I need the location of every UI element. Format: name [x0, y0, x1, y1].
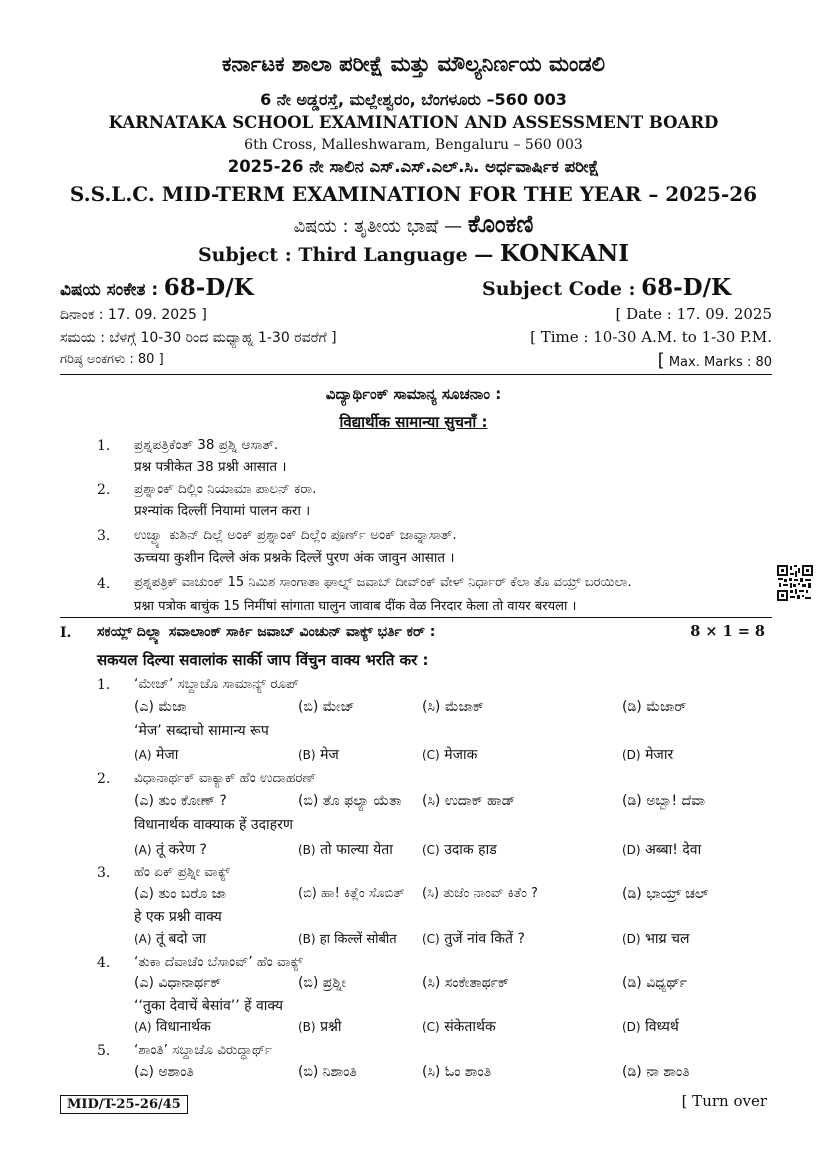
option-label: (ಎ): [134, 1064, 154, 1080]
board-address-kannada: 6 ನೇ ಅಡ್ಡರಸ್ತೆ, ಮಲ್ಲೇಶ್ವರಂ, ಬೆಂಗಳೂರು –560 003: [260, 90, 567, 109]
option-label: (ಎ): [134, 886, 154, 902]
option-d-devanagari[interactable]: [622, 840, 701, 859]
option-text: मेजाक: [444, 747, 478, 763]
subject-code-english: [482, 274, 731, 301]
option-text: मेजार: [645, 747, 674, 763]
option-text: ಮೆಜಾರ್: [646, 699, 687, 715]
question-number: 3.: [97, 865, 111, 881]
option-a-devanagari[interactable]: [134, 745, 178, 764]
date-english: [ Date : 17. 09. 2025: [615, 305, 772, 323]
question-number: 1.: [97, 677, 111, 693]
question-number: 4.: [97, 955, 111, 971]
option-text: ವಿಧ್ಯರ್ಥ್: [646, 975, 688, 991]
instruction-text-devanagari: प्रश्ना पत्रोक बाचुंक 15 निमींषां सांगाता घालुन जावाब दींक वेळ निरदार केला तो वायर बरयला ।: [134, 599, 577, 614]
option-label: (ಸಿ): [422, 886, 440, 901]
option-text: ಮೇಜ್: [322, 699, 355, 715]
subject-code-kannada-label: ವಿಷಯ ಸಂಕೇತ :: [60, 280, 159, 300]
option-c-devanagari[interactable]: [422, 840, 497, 859]
option-label: (ಡಿ): [622, 975, 642, 991]
option-b-devanagari[interactable]: [298, 840, 393, 859]
option-a-devanagari[interactable]: [134, 1017, 211, 1036]
option-label: (ಬಿ): [298, 699, 319, 715]
option-text: ಅಬ್ಬಾ! ದೆವಾ: [646, 793, 706, 809]
instruction-text-devanagari: ऊच्चया कुशीन दिल्ले अंक प्रश्नके दिल्लें पुरण अंक जावुन आसात ।: [134, 550, 455, 566]
question-text-kannada: ವಿಧಾನಾರ್ಥಕ್ ವಾಕ್ಯಾಕ್ ಹೆಂ ಉದಾಹರಣ್: [134, 770, 317, 786]
option-text: विधानार्थक: [156, 1019, 211, 1035]
option-d-kannada[interactable]: [622, 793, 705, 809]
option-text: प्रश्नी: [320, 1019, 342, 1035]
option-d-kannada[interactable]: [622, 699, 686, 715]
option-label: (ಬಿ): [298, 886, 317, 901]
option-c-kannada[interactable]: [422, 1064, 491, 1080]
option-label: (ಬಿ): [298, 793, 319, 809]
option-text: मेजा: [156, 747, 179, 763]
question-text-devanagari: ‘‘तुका देवाचें बेसांव’’ हें वाक्य: [134, 998, 284, 1014]
option-text: उदाक हाड: [444, 842, 497, 858]
option-b-devanagari[interactable]: [298, 929, 397, 947]
option-label: (ಎ): [134, 793, 154, 809]
option-label: (C): [422, 1020, 440, 1034]
section-marks: 8 × 1 = 8: [690, 623, 765, 640]
option-label: (ಎ): [134, 975, 154, 991]
instruction-text-kannada: ಪ್ರಶ್ನಾಂಕ್ ದಿಲ್ಲಿಂ ನಿಯಾಮಾ ಪಾಲನ್ ಕರಾ.: [134, 481, 317, 497]
option-text: संकेतार्थक: [444, 1019, 496, 1035]
option-text: हा किल्लें सोबीत: [319, 932, 397, 947]
option-text: तूं करेण ?: [156, 842, 207, 858]
option-c-kannada[interactable]: [422, 699, 484, 715]
option-text: ಅಶಾಂತಿ: [158, 1064, 194, 1080]
option-b-kannada[interactable]: [298, 886, 404, 901]
paper-code: MID/T-25-26/45: [60, 1095, 188, 1114]
board-name-kannada: ಕರ್ನಾಟಕ ಶಾಲಾ ಪರೀಕ್ಷೆ ಮತ್ತು ಮೌಲ್ಯನಿರ್ಣಯ ಮಂಡಲಿ: [221, 52, 606, 76]
subject-english: [0, 240, 827, 267]
question-text-kannada: ‘ಶಾಂತಿ’ ಸಬ್ದಾಚೊ ವಿರುದ್ಧಾರ್ಥ್: [134, 1042, 273, 1058]
option-text: तुजें नांव कितें ?: [444, 931, 525, 947]
option-label: (A): [134, 932, 152, 946]
instruction-number: 4.: [97, 576, 111, 592]
option-label: (D): [622, 748, 641, 762]
option-label: (ಸಿ): [422, 1064, 441, 1080]
question-text-devanagari: हे एक प्रश्नी वाक्य: [134, 909, 222, 925]
max-marks-kannada: ಗರಿಷ್ಠ ಅಂಕಗಳು : 80 ]: [60, 352, 164, 367]
option-d-kannada[interactable]: [622, 886, 708, 902]
option-text: ನಿಶಾಂತಿ: [322, 1064, 357, 1080]
option-label: (B): [298, 748, 316, 762]
option-d-kannada[interactable]: [622, 1064, 690, 1080]
subject-code-kannada: [60, 274, 254, 301]
option-label: (ಬಿ): [298, 1064, 319, 1080]
option-c-kannada[interactable]: [422, 886, 538, 901]
option-c-devanagari[interactable]: [422, 1017, 496, 1036]
board-name-english: KARNATAKA SCHOOL EXAMINATION AND ASSESSMENT BOARD: [108, 113, 719, 132]
subject-kannada-label: ವಿಷಯ : ತೃತೀಯ ಭಾಷೆ —: [293, 216, 463, 237]
subject-code-english-label: Subject Code :: [482, 278, 636, 300]
option-c-kannada[interactable]: [422, 975, 509, 991]
section-heading-devanagari: सकयल दिल्या सवालांक सार्की जाप विंचुन वाक्य भरति कर :: [97, 651, 429, 669]
option-text: ತುಂ ಕೋಣ್ ?: [158, 793, 227, 809]
option-a-kannada[interactable]: [134, 975, 221, 991]
option-label: (C): [422, 843, 440, 857]
instruction-text-devanagari: प्रश्न पत्रीकेत 38 प्रश्नी आसात ।: [134, 459, 287, 475]
instruction-number: 3.: [97, 528, 111, 544]
option-a-devanagari[interactable]: [134, 840, 207, 859]
time-english: [ Time : 10-30 A.M. to 1-30 P.M.: [530, 328, 772, 346]
option-b-kannada[interactable]: [298, 699, 355, 715]
exam-title-kannada: 2025-26 ನೇ ಸಾಲಿನ ಎಸ್.ಎಸ್.ಎಲ್.ಸಿ. ಅರ್ಧವಾರ್ಷಿಕ ಪರೀಕ್ಷೆ: [227, 157, 600, 176]
max-marks-english: [658, 350, 772, 371]
option-text: ಓಂ ಶಾಂತಿ: [444, 1064, 492, 1080]
option-d-devanagari[interactable]: [622, 1017, 679, 1036]
option-label: (A): [134, 843, 152, 857]
option-label: (C): [422, 932, 440, 946]
option-label: (ಡಿ): [622, 886, 642, 902]
question-text-kannada: ಹೆಂ ಏಕ್ ಪ್ರಶ್ನೀ ವಾಕ್ಯ್: [134, 864, 231, 880]
option-text: ಉದಾಕ್ ಹಾಡ್: [444, 793, 516, 809]
subject-english-label: Subject : Third Language —: [197, 244, 494, 266]
option-label: (ಬಿ): [298, 975, 319, 991]
option-text: ಭಾಯ್ರ್ ಚಲ್: [646, 886, 709, 902]
question-text-devanagari: ‘मेज’ सब्दाचो सामान्य रूप: [134, 723, 269, 739]
option-a-kannada[interactable]: [134, 1064, 194, 1080]
option-label: (B): [298, 1020, 316, 1034]
option-text: ನಾ ಶಾಂತಿ: [646, 1064, 690, 1080]
date-kannada: ದಿನಾಂಕ : 17. 09. 2025 ]: [60, 307, 207, 323]
instruction-number: 1.: [97, 438, 111, 454]
option-text: ಮೆಜಾಕ್: [444, 699, 484, 715]
option-d-devanagari[interactable]: [622, 745, 673, 764]
option-text: ಸಂಕೇತಾರ್ಥಕ್: [444, 975, 509, 991]
option-label: (A): [134, 1020, 152, 1034]
question-text-kannada: ‘ಮೇಜ್’ ಸಬ್ದಾಚೊ ಸಾಮಾನ್ಯ್ ರೂಪ್: [134, 676, 299, 692]
option-label: (C): [422, 748, 440, 762]
option-text: ಮೆಜಾ: [158, 699, 187, 715]
instructions-title-devanagari: विद्यार्थीक सामान्या सुचनाँ :: [339, 413, 488, 431]
qr-code-icon: [776, 564, 814, 602]
instruction-text-kannada: ಉಜ್ವ್ಯಾ ಕುಶಿನ್ ದಿಲ್ಲೆ ಅಂಕ್ ಪ್ರಶ್ನಾಂಕ್ ದಿಲ್ಲೆಂ ಪೂರ್ಣ್ ಅಂಕ್ ಜಾವ್ನಾಸಾತ್.: [134, 527, 457, 543]
option-label: (ಎ): [134, 699, 154, 715]
option-label: (D): [622, 843, 641, 857]
time-kannada: ಸಮಯ : ಬೆಳಗ್ಗೆ 10-30 ರಿಂದ ಮಧ್ಯಾಹ್ನ 1-30 ರವರೆಗೆ ]: [60, 330, 337, 346]
instruction-text-kannada: ಪ್ರಶ್ನಪತ್ರಿಕ್ ವಾಚುಂಕ್ 15 ನಿಮಿಶ ಸಾಂಗಾತಾ ಘಾಲ್ನ್ ಜವಾಬ್ ದೀವ್ಂಕ್ ವೇಳ್ ನಿರ್ಧಾರ್ ಕೆಲಾ ತೊ ವಯ್ರ್ ಬರಯಿಲಾ.: [134, 575, 632, 590]
section-number: I.: [60, 625, 72, 641]
option-label: (B): [298, 843, 316, 857]
option-text: तो फाल्या येता: [320, 842, 393, 858]
question-number: 2.: [97, 771, 111, 787]
option-b-kannada[interactable]: [298, 975, 346, 991]
option-label: (ಸಿ): [422, 793, 441, 809]
instructions-divider: [60, 617, 772, 618]
option-text: तूं बदो जा: [156, 931, 206, 947]
turn-over: [ Turn over: [681, 1092, 767, 1110]
subject-code-english-value: 68-D/K: [641, 274, 732, 301]
option-text: अब्बा! देवा: [645, 842, 702, 858]
instructions-title-kannada: ವಿದ್ಯಾರ್ಥಿಂಕ್ ಸಾಮಾನ್ಯ ಸೂಚನಾಂ :: [325, 385, 502, 403]
exam-title-english: S.S.L.C. MID-TERM EXAMINATION FOR THE YEAR – 2025-26: [69, 182, 758, 206]
section-heading-kannada: ಸಕಯ್ಲ್ ದಿಲ್ಲ್ಯಾ ಸವಾಲಾಂಕ್ ಸಾರ್ಕಿ ಜವಾಬ್ ವಿಂಚುನ್ ವಾಕ್ಯ್ ಭರ್ತಿ ಕರ್ :: [97, 624, 436, 640]
option-a-kannada[interactable]: [134, 793, 227, 809]
option-b-devanagari[interactable]: [298, 1017, 342, 1036]
option-d-kannada[interactable]: [622, 975, 687, 991]
option-a-kannada[interactable]: [134, 699, 187, 715]
option-label: (ಡಿ): [622, 1064, 642, 1080]
option-b-kannada[interactable]: [298, 1064, 357, 1080]
question-text-kannada: ‘ತುಕಾ ದೆವಾಚೆಂ ಬೆಸಾಂವ್’ ಹೆಂ ವಾಕ್ಯ್: [134, 954, 303, 970]
subject-english-value: KONKANI: [499, 240, 630, 267]
option-c-devanagari[interactable]: [422, 929, 525, 948]
option-label: (ಸಿ): [422, 699, 441, 715]
option-a-devanagari[interactable]: [134, 929, 206, 948]
option-text: ತುಂ ಬರೊ ಜಾ: [158, 886, 227, 902]
option-label: (A): [134, 748, 152, 762]
instruction-text-kannada: ಪ್ರಶ್ನಪತ್ರಿಕೆಂತ್ 38 ಪ್ರಶ್ನಿ ಆಸಾತ್.: [134, 437, 279, 453]
option-text: ತೊ ಫಲ್ಯಾ ಯೆತಾ: [322, 793, 402, 809]
instruction-number: 2.: [97, 482, 111, 498]
option-label: (D): [622, 1020, 641, 1034]
option-b-kannada[interactable]: [298, 793, 401, 809]
option-b-devanagari[interactable]: [298, 745, 339, 764]
option-text: ಹಾ! ಕಿತ್ಲೆಂ ಸೊಬಿತ್: [321, 886, 405, 901]
option-label: (D): [622, 932, 641, 946]
question-number: 5.: [97, 1043, 111, 1059]
header-divider: [60, 374, 772, 375]
option-text: मेज: [320, 747, 339, 763]
subject-code-kannada-value: 68-D/K: [163, 274, 254, 301]
option-text: ವಿಧಾನಾರ್ಥಕ್: [158, 975, 222, 991]
max-marks-english-text: Max. Marks : 80: [668, 355, 772, 370]
max-marks-bracket: [: [657, 350, 665, 371]
option-text: ಪ್ರಶ್ನೀ: [322, 975, 346, 991]
option-text: भाय्र चल: [645, 931, 690, 947]
option-label: (ಡಿ): [622, 793, 642, 809]
option-text: ತುಜೆಂ ನಾಂವ್ ಕಿತೆಂ ?: [443, 886, 538, 901]
question-text-devanagari: विधानार्थक वाक्याक हें उदाहरण: [134, 817, 293, 833]
option-label: (ಡಿ): [622, 699, 642, 715]
option-d-devanagari[interactable]: [622, 929, 689, 948]
subject-kannada: [0, 210, 827, 238]
subject-kannada-value: ಕೊಂಕಣಿ: [467, 210, 534, 238]
option-a-kannada[interactable]: [134, 886, 226, 902]
option-label: (ಸಿ): [422, 975, 441, 991]
option-text: विध्यर्थ: [645, 1019, 679, 1035]
option-c-devanagari[interactable]: [422, 745, 477, 764]
instruction-text-devanagari: प्रश्न्यांक दिल्लीं नियामां पालन करा ।: [134, 503, 311, 519]
option-label: (B): [298, 932, 316, 946]
board-address-english: 6th Cross, Malleshwaram, Bengaluru – 560 003: [244, 137, 583, 153]
option-c-kannada[interactable]: [422, 793, 515, 809]
